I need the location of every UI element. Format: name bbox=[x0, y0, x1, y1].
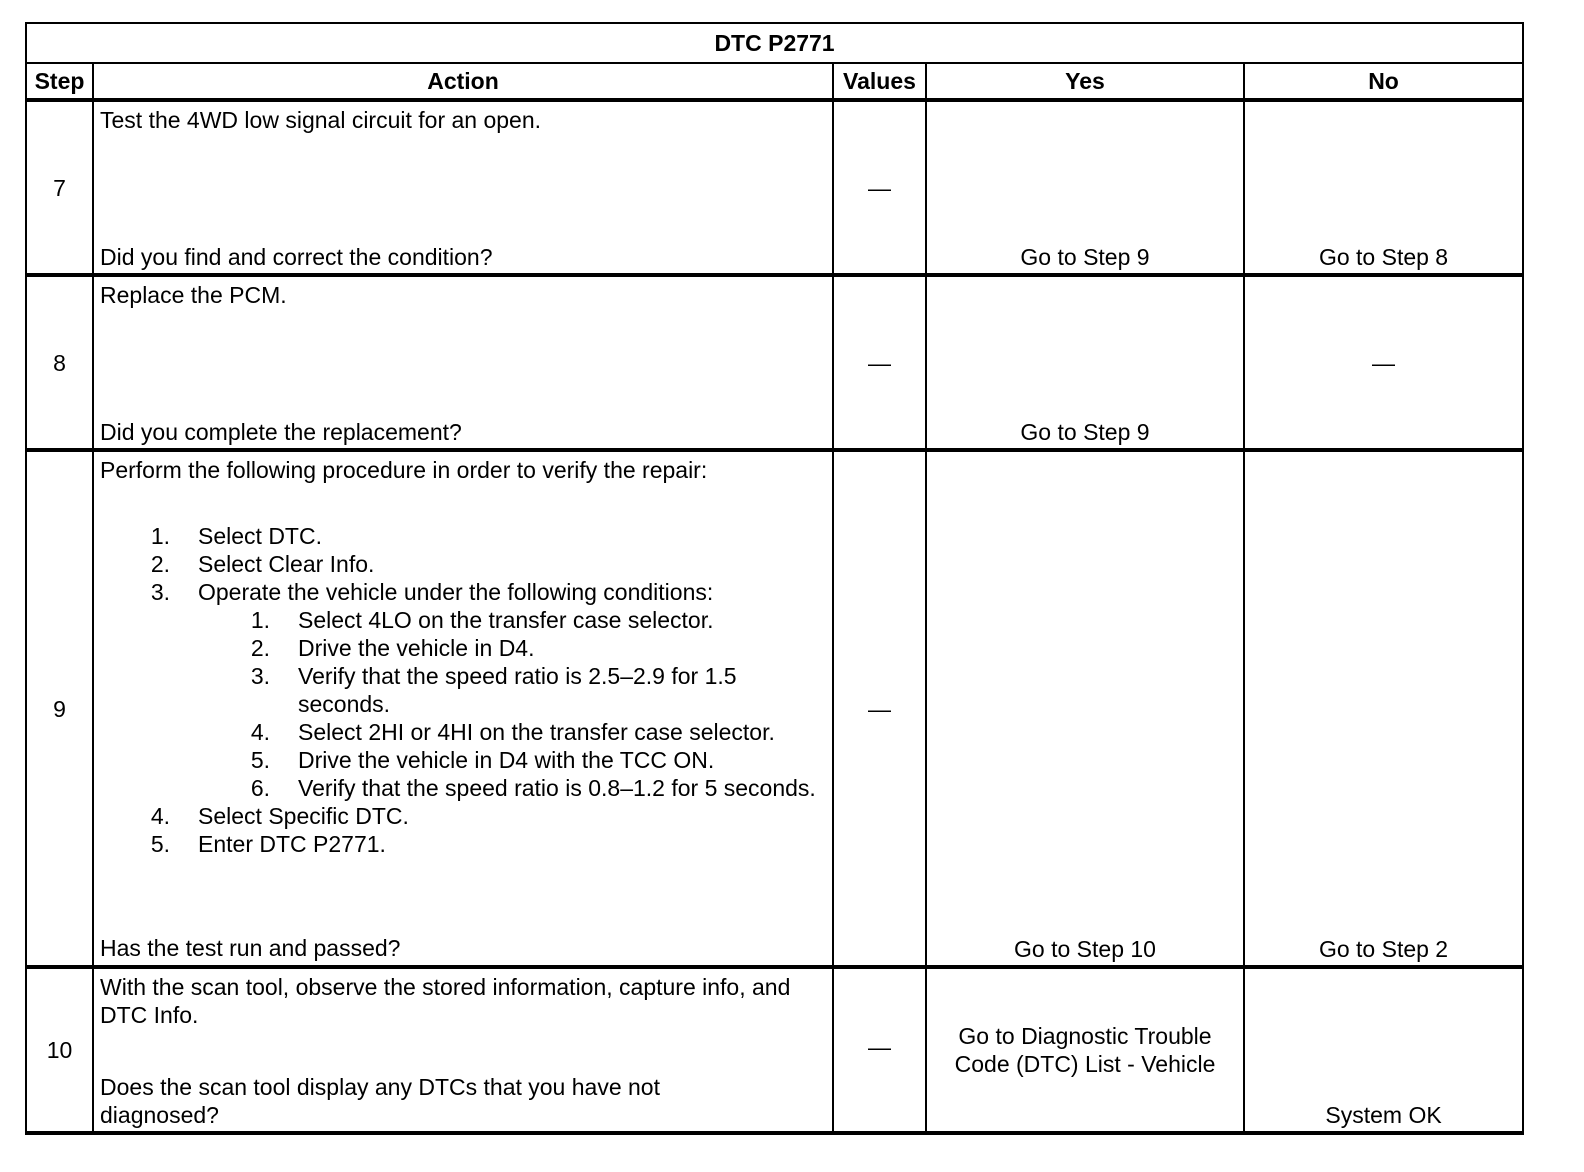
action-question: Did you complete the replacement? bbox=[100, 419, 462, 446]
table-row bbox=[26, 275, 1523, 450]
list-item: 4. Select Specific DTC. bbox=[150, 803, 409, 830]
yes-cell: Go to Diagnostic Trouble Code (DTC) List - Vehicle bbox=[926, 967, 1244, 1133]
yes-cell: Go to Step 9 bbox=[926, 100, 1244, 275]
header-action: Action bbox=[93, 63, 833, 100]
action-text: Test the 4WD low signal circuit for an open. bbox=[100, 107, 542, 134]
action-cell bbox=[93, 275, 833, 450]
yes-cell: Go to Step 10 bbox=[926, 450, 1244, 966]
sub-list-item: 6. Verify that the speed ratio is 0.8–1.2 for 5 seconds. bbox=[250, 775, 816, 802]
list-item: 5. Enter DTC P2771. bbox=[150, 831, 386, 858]
step-number: 7 bbox=[26, 100, 93, 275]
header-step: Step bbox=[26, 63, 93, 100]
diagnostic-table bbox=[25, 22, 1524, 1135]
action-cell bbox=[93, 100, 833, 275]
action-cell bbox=[93, 967, 833, 1133]
no-cell: Go to Step 8 bbox=[1244, 100, 1523, 275]
list-item: 1. Select DTC. bbox=[150, 523, 322, 550]
values-cell: — bbox=[833, 967, 926, 1133]
table-row bbox=[26, 967, 1523, 1133]
header-no: No bbox=[1244, 63, 1523, 100]
yes-cell: Go to Step 9 bbox=[926, 275, 1244, 450]
list-item: 2. Select Clear Info. bbox=[150, 551, 375, 578]
no-cell: Go to Step 2 bbox=[1244, 450, 1523, 966]
list-item: 3. Operate the vehicle under the following conditions: bbox=[150, 579, 714, 606]
values-cell: — bbox=[833, 275, 926, 450]
no-cell: System OK bbox=[1244, 967, 1523, 1133]
table-title: DTC P2771 bbox=[26, 23, 1523, 63]
procedure-list bbox=[100, 522, 826, 858]
action-question: Has the test run and passed? bbox=[100, 935, 401, 962]
no-cell: — bbox=[1244, 275, 1523, 450]
header-yes: Yes bbox=[926, 63, 1244, 100]
values-cell: — bbox=[833, 100, 926, 275]
sub-list-item: 1. Select 4LO on the transfer case selector. bbox=[250, 607, 714, 634]
sub-list-item: 4. Select 2HI or 4HI on the transfer case selector. bbox=[250, 719, 775, 746]
action-text: With the scan tool, observe the stored information, capture info, and DTC Info. bbox=[100, 973, 791, 1028]
action-question: Did you find and correct the condition? bbox=[100, 244, 493, 271]
table-row bbox=[26, 100, 1523, 275]
action-text: Perform the following procedure in order to verify the repair: bbox=[100, 457, 708, 484]
action-text: Replace the PCM. bbox=[100, 282, 287, 309]
header-values: Values bbox=[833, 63, 926, 100]
sub-list-item: 3. Verify that the speed ratio is 2.5–2.9 for 1.5 seconds. bbox=[250, 663, 737, 718]
sub-list-item: 2. Drive the vehicle in D4. bbox=[250, 635, 535, 662]
table-row bbox=[26, 450, 1523, 966]
step-number: 10 bbox=[26, 967, 93, 1133]
values-cell: — bbox=[833, 450, 926, 966]
sub-list-item: 5. Drive the vehicle in D4 with the TCC ON. bbox=[250, 747, 715, 774]
step-number: 9 bbox=[26, 450, 93, 966]
action-question: Does the scan tool display any DTCs that you have not diagnosed? bbox=[100, 1073, 660, 1128]
step-number: 8 bbox=[26, 275, 93, 450]
action-cell bbox=[93, 450, 833, 966]
